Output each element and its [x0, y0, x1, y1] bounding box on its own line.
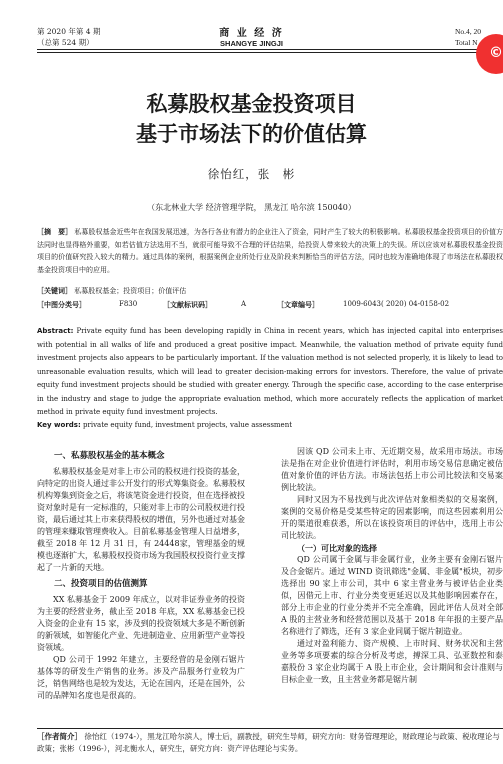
badge-label: © — [489, 45, 503, 61]
section-heading-1: 一、私募股权基金的基本概念 — [54, 451, 165, 461]
keywords-zh-text: 私募股权基金；投资项目；价值评估 — [74, 287, 187, 295]
clc-value: F830 — [119, 300, 138, 308]
keywords-zh — [37, 286, 503, 296]
article-id-label: ［文章编号］ — [277, 301, 319, 309]
body-paragraph: 因该 QD 公司未上市、无近期交易，故采用市场法。市场法是指在对企业价值进行评估时，利用市场交易信息确定被估值对象价值的评估方法。市场法包括上市公司比较法和交易案例比较法。 — [281, 447, 503, 492]
body-paragraph: QD 公司于 1992 年建立，主要经营的是金刚石锯片基体等的研发生产销售的业务。涉及产品服务行业较为广泛，销售网络也是较为发达，无论在国内，还是在国外，公司的品牌知名度也是很高的。 — [37, 655, 245, 700]
body-paragraph: XX 私募基金于 2009 年成立，以对非证券业务的投资为主要的经营业务，截止至 2018 年底，XX 私募基金已投入资金的企业有 15 家，涉及到的投资领域大多是不断创新的新领域，如智能化产业、先进制造业、应用新型产业等投资领域。 — [37, 595, 245, 652]
overlay-badge-icon[interactable] — [476, 34, 503, 74]
article-id-value: 1009-6043( 2020) 04-0158-02 — [343, 300, 450, 308]
author-note-text: 徐怡红（1974-），黑龙江哈尔滨人，博士后，副教授，研究生导师，研究方向：财务管理理论，财政理论与政策、税收理论与政策；张彬（1996-），河北衡水人，研究生，研究方向：资产评估理论与实务。 — [37, 732, 500, 753]
issue-number-en: No.4, 20 — [455, 27, 482, 36]
issue-total: （总第 524 期） — [37, 38, 94, 47]
article-title-line1: 私募股权基金投资项目 — [146, 92, 357, 116]
footnote-rule — [37, 728, 503, 729]
issue-total-en: Total N — [455, 38, 478, 47]
journal-name-pinyin: SHANGYE JINGJI — [220, 39, 283, 48]
abstract-zh-label: ［摘 要］ — [37, 228, 73, 236]
article-authors: 徐怡红，张 彬 — [207, 167, 296, 181]
keywords-en — [37, 421, 503, 429]
keywords-zh-label: ［关键词］ — [37, 287, 72, 295]
body-paragraph: QD 公司属于金属与非金属行业，业务主要有金刚石锯片及合金锯片。通过 WIND 资讯筛选"金属、非金属"板块，初步选择出 90 家上市公司，其中 6 家主营业务与被评估企业类似，因借元上市、行业分类变更延迟以及其他影响因素存在，部分上市企业的行业分类并不完全准确，因此评估人员对全部 A 股的主营业务和经营范围以及基于 2018 年年报的主要产品名称进行了筛选，还有 3 家企业同属于锯片制造业。 — [281, 555, 503, 636]
keywords-en-label: Key words: — [37, 421, 81, 429]
body-right-column — [281, 446, 503, 686]
journal-name-zh: 商 业 经 济 — [219, 28, 284, 39]
abstract-en-text: Private equity fund has been developing rapidly in China in recent years, which has injected capital into enterprises with potential in all walks of life and produced a great positive impact. Meanwhile, the valuation method of private equity fund investment projects also appears to be particularly important. If the valuation method is not selected properly, it is likely to lead to unreasonable evaluation results, which will lead to greater decision-making errors for investors. Therefore, the value of private equity fund investment projects should be studied with greater energy. Through the specific case, according to the case enterprise in the industry and stage to judge the appropriate evaluation method, which more accurately reflects the application of market method in private equity fund investment projects. — [37, 327, 503, 416]
doc-code-value: A — [241, 300, 247, 308]
body-paragraph: 私募股权基金是对非上市公司的股权进行投资的基金，向特定的出资人通过非公开发行的形式筹集资金。私募股权机构筹集到资金之后，将该笔资金进行投资，但在选择被投资对象时是有一定标准的，只能对非上市的公司股权进行投资，最后通过其上市来获得股权的增值，另外也通过对基金的管理来赚取管理费收入。目前私募基金管理人日益增多，截至 2018 年 12 月 31 日，有 24448家，管理基金的规模也逐渐扩大，私募股权投资市场为我国股权投资行业支撑起了一片新的天地。 — [37, 467, 245, 572]
issue-number: 第 2020 年第 4 期 — [37, 27, 101, 36]
journal-name — [0, 24, 503, 48]
doc-code-label: ［文献标识码］ — [163, 301, 212, 309]
subsection-heading-1: （一）可比对象的选择 — [297, 543, 377, 553]
abstract-zh — [37, 226, 503, 276]
author-note — [37, 731, 503, 755]
abstract-zh-text: 私募股权基金近些年在我国发展迅速，为各行各业有潜力的企业注入了资金，同时产生了较大的积极影响。私募股权基金投资项目的价值方法同时也显得格外重要，如若估值方法选用不当，就很可能导致不合理的评估结果，给投资人带来较大的决策上的失误。所以应该对私募股权基金投资项目的价值研究投入较大的精力。通过具体的案例，根据案例企业所处行业及阶段来判断恰当的评估方法，同时也较为准确地体现了市场法在私募股权基金投资项目中的应用。 — [37, 228, 503, 274]
body-paragraph: 同时又因为不易找到与此次评估对象相类似的交易案例，案例的交易价格是受某些特定的因素影响，而这些因素利用公开的渠道很难获悉，所以在该投资项目的评估中，选用上市公司比较法。 — [281, 495, 503, 540]
body-left-column — [37, 450, 245, 702]
author-note-label: ［作者简介］ — [37, 732, 82, 741]
clc-label: ［中图分类号］ — [37, 301, 86, 309]
section-heading-2: 二、投资项目的估值测算 — [54, 579, 148, 589]
header-rule-thick — [37, 49, 503, 50]
header-rule-thin — [37, 52, 503, 53]
author-affiliation: （东北林业大学 经济管理学院， 黑龙江 哈尔滨 150040） — [147, 203, 356, 212]
abstract-en — [37, 325, 503, 420]
abstract-en-label: Abstract: — [37, 327, 74, 335]
body-paragraph: 通过对盈利能力、资产规模、上市时间、财务状况和主营业务等多项要素的综合分析及考虑，搏深工具、弘亚数控和泰嘉股份 3 家企业均属于 A 股上市企业，会计期间和会计准则与目标企业一致，且主营业务都是锯片制 — [281, 639, 503, 684]
article-title-line2: 基于市场法下的价值估算 — [136, 122, 367, 146]
keywords-en-text: private equity fund, investment projects, value assessment — [83, 421, 293, 429]
